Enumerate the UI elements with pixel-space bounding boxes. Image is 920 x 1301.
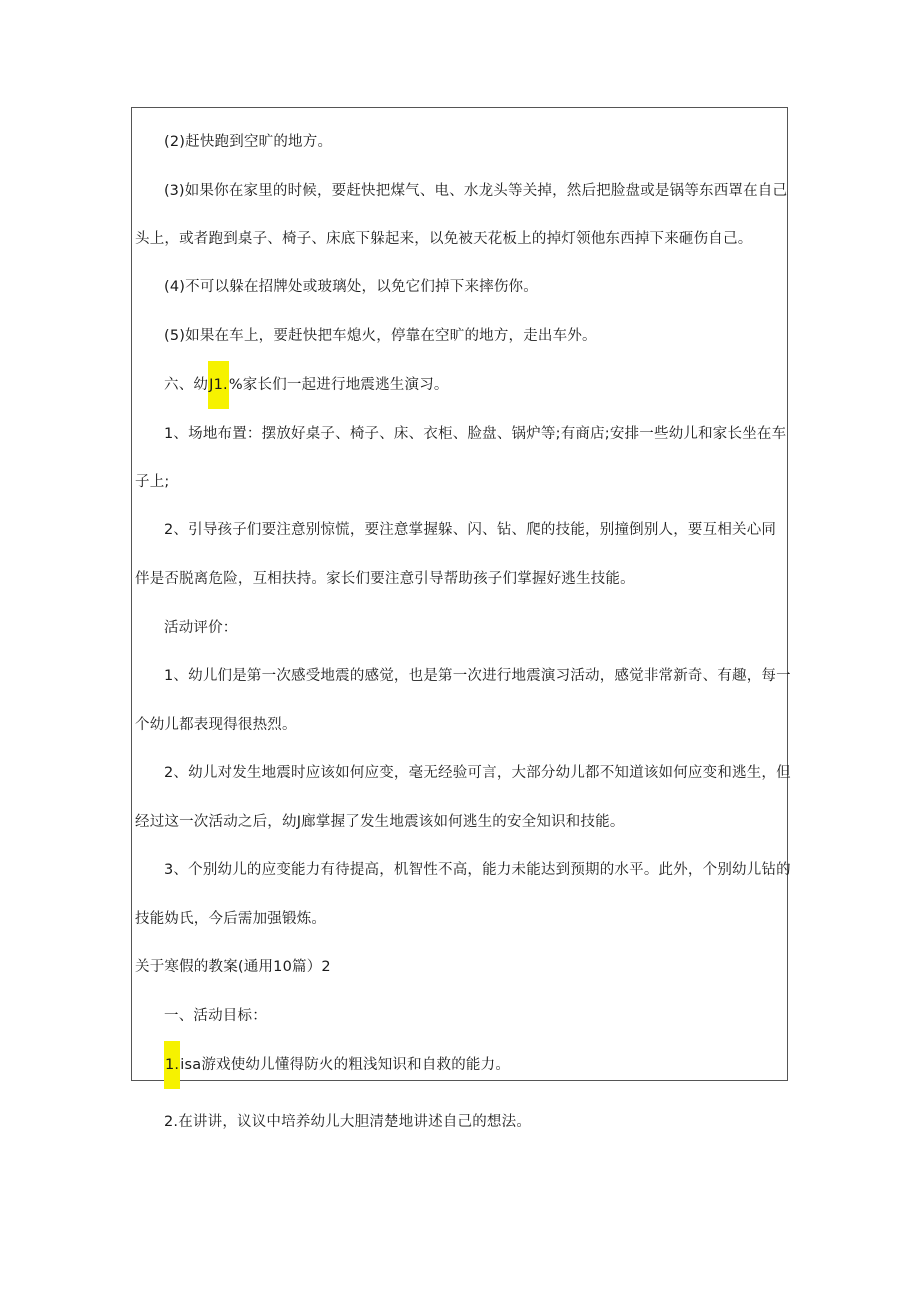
paragraph-line: 1、场地布置：摆放好桌子、椅子、床、衣柜、脸盘、锅炉等;有商店;安排一些幼儿和家长坐在车 <box>164 426 787 442</box>
section-heading: 一、活动目标： <box>164 1008 267 1024</box>
highlight-mark: 1. <box>164 1041 180 1089</box>
paragraph-line: 伴是否脱离危险，互相扶持。家长们要注意引导帮助孩子们掌握好逃生技能。 <box>135 571 635 587</box>
paragraph-line: 头上，或者跑到桌子、椅子、床底下躲起来，以免被天花板上的掉灯领他东西掉下来砸伤自己。 <box>135 231 753 247</box>
paragraph-line: 3、个别幼儿的应变能力有待提高，机智性不高，能力未能达到预期的水平。此外，个别幼儿钻的 <box>164 862 791 878</box>
paragraph-line: 经过这一次活动之后，幼J廊掌握了发生地震该如何逃生的安全知识和技能。 <box>135 814 625 830</box>
section-heading <box>164 375 449 395</box>
list-item-text: isa游戏使幼儿懂得防火的粗浅知识和自救的能力。 <box>180 1057 511 1073</box>
heading-text: %家长们一起进行地震逃生演习。 <box>228 377 449 393</box>
list-item <box>164 1055 510 1075</box>
paragraph-line: (3)如果你在家里的时候，要赶快把煤气、电、水龙头等关掉，然后把脸盘或是锅等东西罩在自己 <box>164 183 787 199</box>
paragraph-line: 2、引导孩子们要注意别惊慌，要注意掌握躲、闪、钻、爬的技能，别撞倒别人，要互相关心同 <box>164 522 777 538</box>
highlight-mark: J1. <box>208 361 229 409</box>
paragraph-line: 子上; <box>135 474 170 490</box>
page-frame <box>131 107 788 1081</box>
heading-text: 六、幼 <box>164 377 209 393</box>
paragraph-line: 个幼儿都表现得很热烈。 <box>135 717 297 733</box>
paragraph-line: 技能妫氏，今后需加强锻炼。 <box>135 911 327 927</box>
paragraph-line: (2)赶快跑到空旷的地方。 <box>164 134 333 150</box>
paragraph-line: 1、幼儿们是第一次感受地震的感觉，也是第一次进行地震演习活动，感觉非常新奇、有趣，每一 <box>164 668 791 684</box>
section-heading: 活动评价： <box>164 620 238 636</box>
paragraph-line: 2、幼儿对发生地震时应该如何应变，毫无经验可言，大部分幼儿都不知道该如何应变和逃生，但 <box>164 765 791 781</box>
paragraph-line: (5)如果在车上，要赶快把车熄火，停靠在空旷的地方，走出车外。 <box>164 328 597 344</box>
list-item: 2.在讲讲，议议中培养幼儿大胆清楚地讲述自己的想法。 <box>164 1114 532 1130</box>
document-title: 关于寒假的教案(通用10篇）2 <box>135 959 331 975</box>
paragraph-line: (4)不可以躲在招牌处或玻璃处，以免它们掉下来摔伤你。 <box>164 279 538 295</box>
